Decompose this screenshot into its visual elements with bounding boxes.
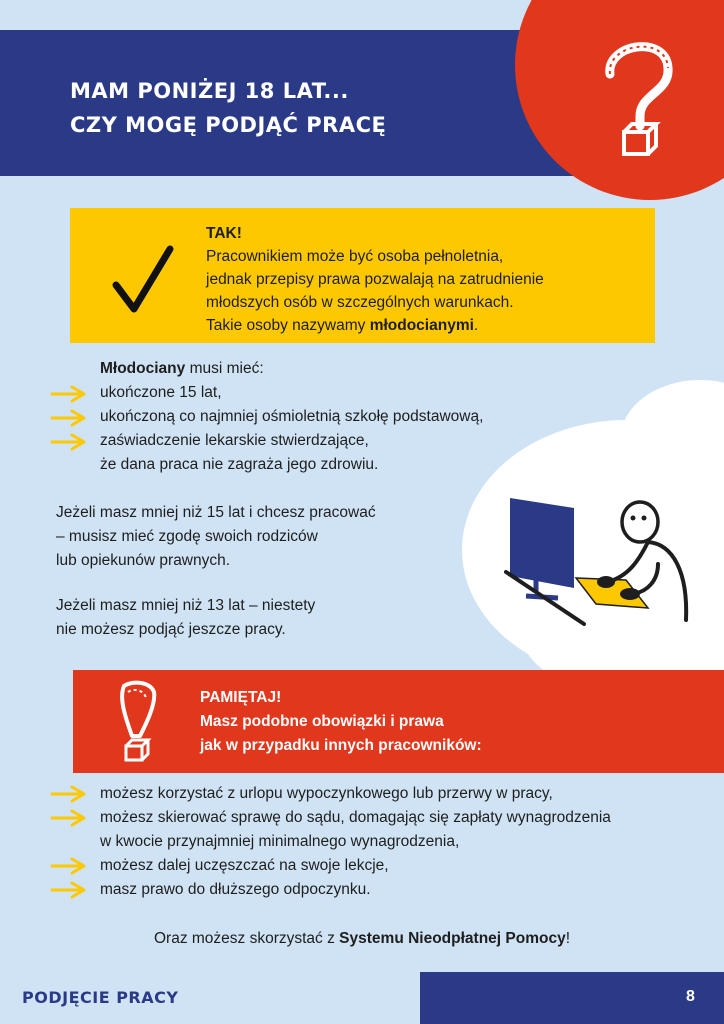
list-item: możesz korzystać z urlopu wypoczynkowego lub przerwy w pracy, xyxy=(100,785,553,802)
closing-prefix: Oraz możesz skorzystać z xyxy=(153,930,340,947)
paragraph-line: Jeżeli masz mniej niż 15 lat i chcesz pracować xyxy=(56,504,376,521)
page-number: 8 xyxy=(686,988,695,1005)
rights-block xyxy=(100,782,611,902)
arrow-icon xyxy=(50,881,88,899)
paragraph-line: Jeżeli masz mniej niż 13 lat – niestety xyxy=(56,597,316,614)
paragraph-line: nie możesz podjąć jeszcze pracy. xyxy=(56,621,286,638)
system-name: Systemu Nieodpłatnej Pomocy xyxy=(339,930,566,947)
page-title-line-1: MAM PONIŻEJ 18 LAT... xyxy=(70,79,349,103)
arrow-icon xyxy=(50,785,88,803)
tak-line: młodszych osób w szczególnych warunkach. xyxy=(206,294,514,311)
list-item-continuation: w kwocie przynajmniej minimalnego wynagrodzenia, xyxy=(100,833,460,850)
requirements-block xyxy=(100,357,483,477)
list-item: ukończoną co najmniej ośmioletnią szkołę podstawową, xyxy=(100,408,484,425)
closing-suffix: ! xyxy=(565,930,571,947)
list-item: zaświadczenie lekarskie stwierdzające, xyxy=(100,432,369,449)
tak-heading: TAK! xyxy=(206,225,242,242)
pamietaj-line: Masz podobne obowiązki i prawa xyxy=(200,713,444,730)
term-mlodociany: Młodociany xyxy=(100,360,186,377)
tak-line: jednak przepisy prawa pozwalają na zatrudnienie xyxy=(206,271,544,288)
requirements-intro-rest: musi mieć: xyxy=(185,360,264,377)
arrow-icon xyxy=(50,409,88,427)
list-item: ukończone 15 lat, xyxy=(100,384,222,401)
arrow-icon xyxy=(50,385,88,403)
footer-band xyxy=(420,972,724,1024)
tak-text xyxy=(206,222,646,337)
tak-line: Pracownikiem może być osoba pełnoletnia, xyxy=(206,248,504,265)
pamietaj-line: jak w przypadku innych pracowników: xyxy=(200,737,482,754)
arrow-icon xyxy=(50,857,88,875)
requirements-intro xyxy=(100,357,483,381)
paragraph-under-13 xyxy=(56,594,315,642)
question-mark-icon xyxy=(596,34,686,164)
page-title-line-2: CZY MOGĘ PODJĄĆ PRACĘ xyxy=(70,113,387,137)
arrow-icon xyxy=(50,433,88,451)
tak-line xyxy=(206,314,646,337)
paragraph-under-15 xyxy=(56,501,376,573)
list-item: możesz skierować sprawę do sądu, domagając się zapłaty wynagrodzenia xyxy=(100,809,611,826)
exclamation-icon xyxy=(114,680,162,766)
paragraph-line: lub opiekunów prawnych. xyxy=(56,552,231,569)
term-mlodociani: młodocianymi xyxy=(369,317,474,334)
page-title xyxy=(70,74,490,142)
checkmark-icon xyxy=(112,245,174,315)
tak-line-prefix: Takie osoby nazywamy xyxy=(206,317,370,334)
arrow-icon xyxy=(50,809,88,827)
list-item: masz prawo do dłuższego odpoczynku. xyxy=(100,881,371,898)
paragraph-line: – musisz mieć zgodę swoich rodziców xyxy=(56,528,318,545)
list-item-continuation: że dana praca nie zagraża jego zdrowiu. xyxy=(100,456,379,473)
pamietaj-text xyxy=(200,686,640,758)
pamietaj-heading: PAMIĘTAJ! xyxy=(200,689,282,706)
footer-label: PODJĘCIE PRACY xyxy=(22,988,179,1007)
closing-line xyxy=(0,930,724,948)
person-at-computer-illustration xyxy=(498,492,698,632)
tak-line-suffix: . xyxy=(473,317,479,334)
list-item: możesz dalej uczęszczać na swoje lekcje, xyxy=(100,857,389,874)
